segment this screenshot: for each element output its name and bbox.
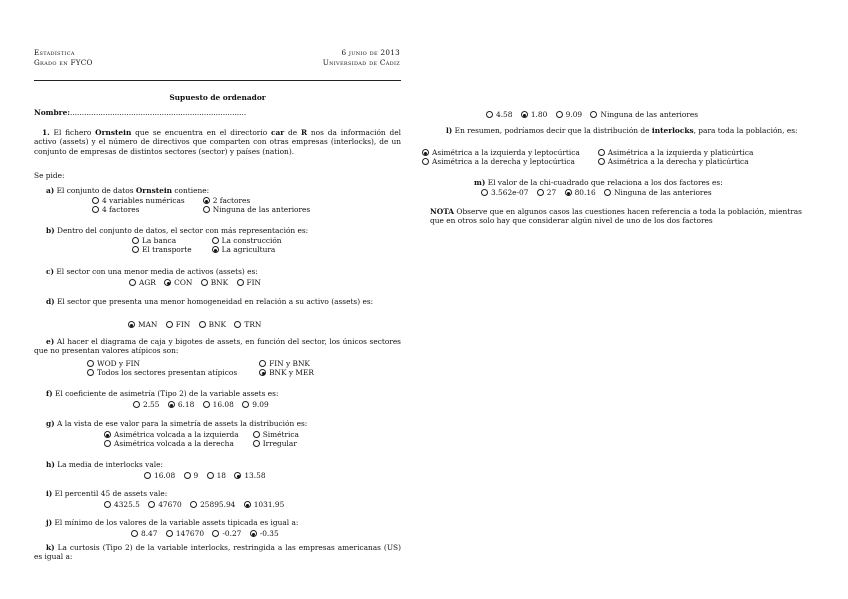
course-name: Estadística xyxy=(34,48,75,57)
radio-selected-icon[interactable] xyxy=(128,321,135,328)
option-k-1[interactable]: 1.80 xyxy=(521,110,547,119)
option-a-0[interactable]: 4 variables numéricas xyxy=(92,196,185,205)
radio-icon[interactable] xyxy=(253,431,260,438)
item-m-question: m) El valor de la chi-cuadrado que relaciona a los dos factores es: xyxy=(474,178,723,187)
radio-selected-icon[interactable] xyxy=(521,111,528,118)
radio-selected-icon[interactable] xyxy=(164,279,171,286)
item-k-question: k) La curtosis (Tipo 2) de la variable interlocks, restringida a las empresas americanas (US) es igual a: xyxy=(34,543,401,562)
radio-icon[interactable] xyxy=(203,401,210,408)
page-title: Supuesto de ordenador xyxy=(169,93,266,102)
option-d-1[interactable]: FIN xyxy=(166,320,191,329)
name-line xyxy=(34,108,401,117)
radio-icon[interactable] xyxy=(144,472,151,479)
item-h-options xyxy=(144,471,272,481)
radio-icon[interactable] xyxy=(199,321,206,328)
radio-icon[interactable] xyxy=(481,189,488,196)
header-rule xyxy=(34,80,401,81)
radio-icon[interactable] xyxy=(104,501,111,508)
option-g-1[interactable]: Simétrica xyxy=(253,430,299,439)
radio-icon[interactable] xyxy=(207,472,214,479)
option-i-3[interactable]: 1031.95 xyxy=(244,500,285,509)
option-c-3[interactable]: FIN xyxy=(237,278,262,287)
option-e-0[interactable]: WOD y FIN xyxy=(87,359,237,368)
radio-icon[interactable] xyxy=(87,360,94,367)
radio-icon[interactable] xyxy=(598,158,605,165)
option-m-2[interactable]: 80.16 xyxy=(565,188,596,197)
radio-selected-icon[interactable] xyxy=(104,431,111,438)
option-d-2[interactable]: BNK xyxy=(199,320,226,329)
option-h-0[interactable]: 16.08 xyxy=(144,471,175,480)
option-g-0[interactable]: Asimétrica volcada a la izquierda xyxy=(104,430,239,439)
header-right xyxy=(260,48,400,67)
item-i-question: i) El percentil 45 de assets vale: xyxy=(46,489,168,498)
degree-name: Grado en FYCO xyxy=(34,57,93,67)
option-i-1[interactable]: 47670 xyxy=(148,500,182,509)
option-d-0[interactable]: MAN xyxy=(128,320,157,329)
radio-selected-icon[interactable] xyxy=(422,149,429,156)
radio-icon[interactable] xyxy=(87,369,94,376)
radio-icon[interactable] xyxy=(253,440,260,447)
option-c-2[interactable]: BNK xyxy=(201,278,228,287)
item-f-options xyxy=(133,400,275,410)
item-j-options xyxy=(131,529,285,539)
item-b-options xyxy=(132,236,288,255)
option-b-3[interactable]: La agricultura xyxy=(212,245,282,254)
radio-icon[interactable] xyxy=(92,197,99,204)
option-i-0[interactable]: 4325.5 xyxy=(104,500,140,509)
option-f-3[interactable]: 9.09 xyxy=(242,400,268,409)
radio-selected-icon[interactable] xyxy=(212,246,219,253)
radio-icon[interactable] xyxy=(104,440,111,447)
item-a-options xyxy=(92,196,316,215)
option-l-2[interactable]: Asimétrica a la derecha y leptocúrtica xyxy=(422,157,580,166)
radio-icon[interactable] xyxy=(259,360,266,367)
option-e-3[interactable]: BNK y MER xyxy=(259,368,314,377)
option-h-3[interactable]: 13.58 xyxy=(234,471,265,480)
note-text: Observe que en algunos casos las cuestiones hacen referencia a toda la población, mientras que en otros solo hay que considerar algún nivel de uno de los dos factores xyxy=(430,207,802,226)
option-a-3[interactable]: Ninguna de las anteriores xyxy=(203,205,311,214)
radio-selected-icon[interactable] xyxy=(203,197,210,204)
radio-icon[interactable] xyxy=(237,279,244,286)
option-c-0[interactable]: AGR xyxy=(129,278,156,287)
option-d-3[interactable]: TRN xyxy=(234,320,261,329)
option-b-2[interactable]: El transporte xyxy=(132,245,192,254)
radio-icon[interactable] xyxy=(132,246,139,253)
header-left xyxy=(34,48,93,67)
radio-icon[interactable] xyxy=(212,530,219,537)
option-j-2[interactable]: -0.27 xyxy=(212,529,241,538)
option-b-1[interactable]: La construcción xyxy=(212,236,282,245)
radio-icon[interactable] xyxy=(190,501,197,508)
radio-icon[interactable] xyxy=(537,189,544,196)
option-a-2[interactable]: 4 factores xyxy=(92,205,185,214)
option-c-1[interactable]: CON xyxy=(164,278,192,287)
item-c-options xyxy=(129,278,267,288)
item-e-options xyxy=(87,359,320,378)
radio-icon[interactable] xyxy=(131,530,138,537)
option-m-1[interactable]: 27 xyxy=(537,188,556,197)
radio-icon[interactable] xyxy=(132,237,139,244)
radio-icon[interactable] xyxy=(422,158,429,165)
option-k-0[interactable]: 4.58 xyxy=(486,110,512,119)
university-name: Universidad de Cádiz xyxy=(322,57,400,67)
option-g-2[interactable]: Asimétrica volcada a la derecha xyxy=(104,439,239,448)
item-l-options xyxy=(422,148,759,167)
item-f-question: f) El coeficiente de asimetría (Tipo 2) de la variable assets es: xyxy=(46,389,279,398)
radio-icon[interactable] xyxy=(184,472,191,479)
option-j-0[interactable]: 8.47 xyxy=(131,529,157,538)
option-l-3[interactable]: Asimétrica a la derecha y platicúrtica xyxy=(598,157,754,166)
option-f-2[interactable]: 16.08 xyxy=(203,400,234,409)
option-b-0[interactable]: La banca xyxy=(132,236,192,245)
option-l-0[interactable]: Asimétrica a la izquierda y leptocúrtica xyxy=(422,148,580,157)
item-i-options xyxy=(104,500,290,510)
item-j-question: j) El mínimo de los valores de la variable assets tipicada es igual a: xyxy=(46,518,299,527)
option-f-0[interactable]: 2.55 xyxy=(133,400,159,409)
option-i-2[interactable]: 25895.94 xyxy=(190,500,235,509)
radio-icon[interactable] xyxy=(604,189,611,196)
option-j-1[interactable]: 147670 xyxy=(166,529,204,538)
radio-selected-icon[interactable] xyxy=(250,530,257,537)
radio-icon[interactable] xyxy=(201,279,208,286)
radio-icon[interactable] xyxy=(486,111,493,118)
radio-icon[interactable] xyxy=(133,401,140,408)
option-m-3[interactable]: Ninguna de las anteriores xyxy=(604,188,712,197)
item-c-question: c) El sector con una menor media de activos (assets) es: xyxy=(46,267,258,276)
radio-icon[interactable] xyxy=(598,149,605,156)
item-a-question: a) El conjunto de datos Ornstein contiene: xyxy=(46,186,210,195)
name-label: Nombre: xyxy=(34,108,70,117)
option-a-1[interactable]: 2 factores xyxy=(203,196,311,205)
radio-icon[interactable] xyxy=(234,321,241,328)
exam-date: 6 junio de 2013 xyxy=(341,48,400,57)
note xyxy=(430,207,802,226)
item-m-options xyxy=(481,188,718,198)
option-g-3[interactable]: Irregular xyxy=(253,439,299,448)
option-j-3[interactable]: -0.35 xyxy=(250,529,279,538)
radio-selected-icon[interactable] xyxy=(244,501,251,508)
option-m-0[interactable]: 3.562e-07 xyxy=(481,188,528,197)
radio-icon[interactable] xyxy=(166,530,173,537)
item-l-question: l) En resumen, podríamos decir que la distribución de interlocks, para toda la población, es: xyxy=(446,126,798,135)
radio-icon[interactable] xyxy=(242,401,249,408)
radio-selected-icon[interactable] xyxy=(168,401,175,408)
item-h-question: h) La media de interlocks vale: xyxy=(46,460,163,469)
radio-selected-icon[interactable] xyxy=(565,189,572,196)
note-label: NOTA xyxy=(430,207,455,216)
radio-icon[interactable] xyxy=(212,237,219,244)
option-e-2[interactable]: Todos los sectores presentan atípicos xyxy=(87,368,237,377)
radio-icon[interactable] xyxy=(92,206,99,213)
radio-icon[interactable] xyxy=(590,111,597,118)
radio-icon[interactable] xyxy=(129,279,136,286)
question-intro: 1. El fichero Ornstein que se encuentra en el directorio car de R nos da información del activo (assets) y el número de directivos que comparten con otras empresas (interlocks), de un conjunto de empresas de distintos sectores (sector) y países (nation). xyxy=(34,128,401,156)
option-h-1[interactable]: 9 xyxy=(184,471,199,480)
name-dots: ........................................................................... xyxy=(70,108,247,117)
radio-icon[interactable] xyxy=(556,111,563,118)
radio-icon[interactable] xyxy=(203,206,210,213)
option-k-3[interactable]: Ninguna de las anteriores xyxy=(590,110,698,119)
option-k-2[interactable]: 9.09 xyxy=(556,110,582,119)
item-g-question: g) A la vista de ese valor para la simetría de assets la distribución es: xyxy=(46,419,308,428)
item-b-question: b) Dentro del conjunto de datos, el sector con más representación es: xyxy=(46,226,309,235)
option-f-1[interactable]: 6.18 xyxy=(168,400,194,409)
item-g-options xyxy=(104,430,305,449)
item-e-question: e) Al hacer el diagrama de caja y bigotes de assets, en función del sector, los únicos sectores que no presentan valores atípicos son: xyxy=(34,337,401,356)
radio-selected-icon[interactable] xyxy=(259,369,266,376)
item-k-options xyxy=(486,110,704,120)
radio-icon[interactable] xyxy=(148,501,155,508)
radio-selected-icon[interactable] xyxy=(234,472,241,479)
option-h-2[interactable]: 18 xyxy=(207,471,226,480)
se-pide: Se pide: xyxy=(34,171,65,180)
radio-icon[interactable] xyxy=(166,321,173,328)
option-e-1[interactable]: FIN y BNK xyxy=(259,359,314,368)
option-l-1[interactable]: Asimétrica a la izquierda y platicúrtica xyxy=(598,148,754,157)
item-d-question: d) El sector que presenta una menor homogeneidad en relación a su activo (assets) es: xyxy=(46,297,374,306)
item-d-options xyxy=(128,320,267,330)
